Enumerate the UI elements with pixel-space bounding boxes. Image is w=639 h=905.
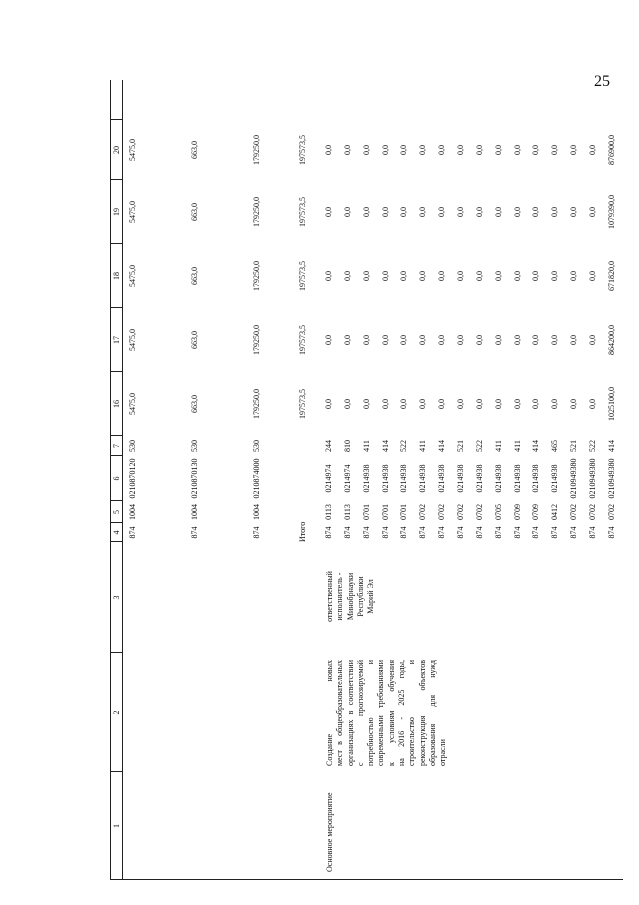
table-cell: 465 bbox=[550, 440, 559, 452]
description-line: реконструкция объектов bbox=[417, 660, 427, 766]
table-cell: 0,0 bbox=[362, 271, 371, 281]
table-cell: 0,0 bbox=[550, 207, 559, 217]
table-cell: 0,0 bbox=[418, 271, 427, 281]
table-cell: 0701 bbox=[381, 504, 390, 520]
table-cell: 414 bbox=[531, 440, 540, 452]
table-cell: 0,0 bbox=[531, 335, 540, 345]
table-cell: 0,0 bbox=[494, 207, 503, 217]
table-cell: 5475,0 bbox=[128, 201, 137, 223]
table-cell: 0412 bbox=[550, 504, 559, 520]
table-cell: 0,0 bbox=[588, 335, 597, 345]
table-cell: 0705 bbox=[494, 504, 503, 520]
table-cell: 0,0 bbox=[418, 145, 427, 155]
table-cell: 521 bbox=[569, 440, 578, 452]
table-cell: 522 bbox=[475, 440, 484, 452]
table-cell: 874 bbox=[362, 526, 371, 539]
itogo-value: 197573,5 bbox=[298, 389, 307, 419]
table-cell: 0,0 bbox=[550, 335, 559, 345]
description-line: мест в общеобразовательных bbox=[335, 660, 345, 766]
col-header-20: 20 bbox=[112, 146, 121, 154]
table-cell: 0,0 bbox=[399, 207, 408, 217]
table-cell: 874 bbox=[550, 526, 559, 539]
table-cell: 411 bbox=[513, 440, 522, 452]
table-cell: 0,0 bbox=[324, 399, 333, 409]
table-cell: 0,0 bbox=[343, 335, 352, 345]
table-cell: 0,0 bbox=[437, 207, 446, 217]
table-cell: 0,0 bbox=[418, 399, 427, 409]
description-line: строительство и bbox=[407, 660, 417, 766]
description-line: современными требованиями bbox=[376, 660, 386, 766]
table-cell: 0,0 bbox=[588, 207, 597, 217]
col-header-18: 18 bbox=[112, 272, 121, 280]
table-cell: 874 bbox=[190, 526, 199, 539]
table-cell: 874 bbox=[343, 526, 352, 539]
table-cell: 0,0 bbox=[399, 399, 408, 409]
table-cell: 1004 bbox=[128, 504, 137, 520]
table-cell: 179250,0 bbox=[252, 325, 261, 355]
description-line: на 2016 - 2025 годы, bbox=[397, 660, 407, 766]
table-cell: 0,0 bbox=[569, 207, 578, 217]
table-cell: 0210870130 bbox=[190, 458, 199, 499]
description-line: отрасли bbox=[438, 739, 448, 766]
executor-line: исполнитель - bbox=[335, 572, 345, 621]
itogo-value: 197573,5 bbox=[298, 197, 307, 227]
table-cell: 0,0 bbox=[513, 399, 522, 409]
table-cell: 414 bbox=[437, 440, 446, 452]
table-top-border bbox=[110, 80, 111, 880]
table-cell: 0,0 bbox=[381, 399, 390, 409]
table-cell: 874 bbox=[456, 526, 465, 539]
table-cell: 0,0 bbox=[362, 207, 371, 217]
table-cell: 663,0 bbox=[190, 267, 199, 285]
activity-type: Основное мероприятие bbox=[325, 792, 334, 872]
table-cell: 0,0 bbox=[475, 335, 484, 345]
table-cell: 874 bbox=[381, 526, 390, 539]
table-cell: 0,0 bbox=[324, 207, 333, 217]
table-cell: 874 bbox=[607, 526, 616, 539]
header-row-border bbox=[122, 80, 123, 880]
table-cell: 0,0 bbox=[362, 145, 371, 155]
table-cell: 0,0 bbox=[475, 399, 484, 409]
table-cell: 0210874000 bbox=[252, 458, 261, 499]
table-cell: 0702 bbox=[588, 504, 597, 520]
table-cell: 874 bbox=[494, 526, 503, 539]
table-cell: 0,0 bbox=[324, 271, 333, 281]
table-cell: 0210949380 bbox=[569, 458, 578, 499]
table-cell: 0,0 bbox=[531, 207, 540, 217]
table-cell: 0702 bbox=[569, 504, 578, 520]
table-cell: 0,0 bbox=[588, 399, 597, 409]
executor-line: Минобрнауки bbox=[345, 572, 355, 621]
table-cell: 0214938 bbox=[418, 464, 427, 493]
executor-line: ответственный bbox=[325, 571, 334, 622]
table-cell: 0,0 bbox=[456, 271, 465, 281]
rotated-table bbox=[110, 80, 623, 880]
table-cell: 0702 bbox=[418, 504, 427, 520]
table-cell: 0701 bbox=[399, 504, 408, 520]
itogo-value: 197573,5 bbox=[298, 135, 307, 165]
table-cell: 0,0 bbox=[399, 145, 408, 155]
table-cell: 0,0 bbox=[456, 207, 465, 217]
executor bbox=[325, 544, 376, 649]
table-cell: 0214938 bbox=[550, 464, 559, 493]
table-cell: 522 bbox=[399, 440, 408, 452]
page-number: 25 bbox=[594, 73, 610, 90]
table-cell: 179250,0 bbox=[252, 261, 261, 291]
table-cell: 0,0 bbox=[513, 207, 522, 217]
table-cell: 1004 bbox=[252, 504, 261, 520]
table-cell: 874 bbox=[128, 526, 137, 539]
table-cell: 0,0 bbox=[550, 271, 559, 281]
table-cell: 179250,0 bbox=[252, 197, 261, 227]
itogo-value: 197573,5 bbox=[298, 261, 307, 291]
table-cell: 0,0 bbox=[437, 271, 446, 281]
itogo-value: 197573,5 bbox=[298, 325, 307, 355]
table-cell: 0,0 bbox=[381, 335, 390, 345]
table-cell: 0702 bbox=[456, 504, 465, 520]
col-header-16: 16 bbox=[112, 400, 121, 408]
table-cell: 0214938 bbox=[513, 464, 522, 493]
table-cell: 0214938 bbox=[475, 464, 484, 493]
table-cell: 0,0 bbox=[437, 399, 446, 409]
table-cell: 0,0 bbox=[324, 145, 333, 155]
table-cell: 0,0 bbox=[513, 145, 522, 155]
table-cell: 874 bbox=[418, 526, 427, 539]
table-cell: 0702 bbox=[607, 504, 616, 520]
table-cell: 0214974 bbox=[324, 464, 333, 493]
table-cell: 0,0 bbox=[343, 145, 352, 155]
table-cell: 0,0 bbox=[569, 335, 578, 345]
table-cell: 0,0 bbox=[513, 335, 522, 345]
table-cell: 0,0 bbox=[550, 399, 559, 409]
col-header-3: 3 bbox=[112, 595, 121, 600]
table-cell: 0,0 bbox=[456, 335, 465, 345]
table-cell: 5475,0 bbox=[128, 139, 137, 161]
table-cell: 0113 bbox=[343, 504, 352, 520]
table-cell: 0701 bbox=[362, 504, 371, 520]
col-header-17: 17 bbox=[112, 336, 121, 344]
table-cell: 0,0 bbox=[362, 399, 371, 409]
table-cell: 0,0 bbox=[494, 335, 503, 345]
table-cell: 244 bbox=[324, 440, 333, 452]
description-line: к условиям обучения bbox=[386, 660, 396, 766]
table-cell: 0210949380 bbox=[588, 458, 597, 499]
table-cell: 0,0 bbox=[569, 399, 578, 409]
table-cell: 0,0 bbox=[362, 335, 371, 345]
table-cell: 0,0 bbox=[494, 271, 503, 281]
table-cell: 411 bbox=[494, 440, 503, 452]
table-cell: 874 bbox=[475, 526, 484, 539]
col-header-2: 2 bbox=[112, 710, 121, 715]
table-cell: 530 bbox=[128, 440, 137, 452]
table-cell: 0,0 bbox=[456, 145, 465, 155]
executor-line: Марий Эл bbox=[366, 579, 376, 614]
table-cell: 0,0 bbox=[531, 145, 540, 155]
table-cell: 0214938 bbox=[456, 464, 465, 493]
table-cell: 0214938 bbox=[362, 464, 371, 493]
table-cell: 0,0 bbox=[399, 271, 408, 281]
table-cell: 0113 bbox=[324, 504, 333, 520]
table-cell: 0709 bbox=[531, 504, 540, 520]
description-line: Создание новых bbox=[325, 660, 334, 766]
table-cell: 0,0 bbox=[343, 399, 352, 409]
table-cell: 0,0 bbox=[343, 207, 352, 217]
table-cell: 663,0 bbox=[190, 395, 199, 413]
table-cell: 411 bbox=[362, 440, 371, 452]
table-cell: 874 bbox=[437, 526, 446, 539]
table-cell: 0,0 bbox=[418, 335, 427, 345]
table-cell: 0702 bbox=[475, 504, 484, 520]
table-cell: 0,0 bbox=[475, 145, 484, 155]
description-line: образования для нужд bbox=[427, 660, 437, 766]
table-cell: 530 bbox=[190, 440, 199, 452]
description-line: организациях в соответствии bbox=[345, 660, 355, 766]
table-cell: 179250,0 bbox=[252, 135, 261, 165]
table-cell: 411 bbox=[418, 440, 427, 452]
table-cell: 0,0 bbox=[531, 271, 540, 281]
table-cell: 663,0 bbox=[190, 141, 199, 159]
table-cell: 0,0 bbox=[343, 271, 352, 281]
table-cell: 874 bbox=[513, 526, 522, 539]
table-cell: 521 bbox=[456, 440, 465, 452]
table-cell: 0,0 bbox=[513, 271, 522, 281]
table-cell: 5475,0 bbox=[128, 393, 137, 415]
table-cell: 864200,0 bbox=[607, 325, 616, 355]
table-cell: 0,0 bbox=[588, 271, 597, 281]
table-cell: 414 bbox=[607, 440, 616, 452]
table-cell: 0,0 bbox=[381, 271, 390, 281]
table-cell: 179250,0 bbox=[252, 389, 261, 419]
table-cell: 0210949380 bbox=[607, 458, 616, 499]
table-cell: 5475,0 bbox=[128, 265, 137, 287]
table-cell: 530 bbox=[252, 440, 261, 452]
table-cell: 0,0 bbox=[456, 399, 465, 409]
table-cell: 874 bbox=[324, 526, 333, 539]
table-cell: 0,0 bbox=[475, 207, 484, 217]
table-cell: 522 bbox=[588, 440, 597, 452]
description-line: с прогнозируемой bbox=[355, 660, 365, 766]
executor-line: Республики bbox=[355, 576, 365, 617]
table-cell: 0214938 bbox=[437, 464, 446, 493]
table-cell: 1025100,0 bbox=[607, 387, 616, 421]
table-cell: 0,0 bbox=[418, 207, 427, 217]
table-cell: 0,0 bbox=[381, 145, 390, 155]
table-cell: 874 bbox=[588, 526, 597, 539]
table-cell: 671820,0 bbox=[607, 261, 616, 291]
table-cell: 0214938 bbox=[381, 464, 390, 493]
table-cell: 0214938 bbox=[531, 464, 540, 493]
col-header-7: 7 bbox=[112, 444, 121, 448]
table-cell: 810 bbox=[343, 440, 352, 452]
col-header-4: 4 bbox=[112, 530, 121, 535]
table-cell: 0,0 bbox=[550, 145, 559, 155]
table-cell: 663,0 bbox=[190, 203, 199, 221]
table-cell: 0214938 bbox=[494, 464, 503, 493]
table-cell: 0,0 bbox=[569, 145, 578, 155]
table-cell: 0,0 bbox=[475, 271, 484, 281]
table-cell: 0214974 bbox=[343, 464, 352, 493]
table-cell: 0,0 bbox=[531, 399, 540, 409]
table-cell: 1079390,0 bbox=[607, 195, 616, 229]
col-header-1: 1 bbox=[112, 824, 121, 828]
table-cell: 0,0 bbox=[437, 145, 446, 155]
table-cell: 0,0 bbox=[494, 399, 503, 409]
table-cell: 0,0 bbox=[588, 145, 597, 155]
table-cell: 0702 bbox=[437, 504, 446, 520]
table-cell: 0,0 bbox=[437, 335, 446, 345]
table-cell: 1004 bbox=[190, 504, 199, 520]
table-cell: 0214938 bbox=[399, 464, 408, 493]
col-header-19: 19 bbox=[112, 208, 121, 216]
col-header-6: 6 bbox=[112, 476, 121, 481]
description-line: потребностью и bbox=[366, 660, 376, 766]
table-cell: 414 bbox=[381, 440, 390, 452]
table-cell: 0,0 bbox=[381, 207, 390, 217]
itogo-label: Итого bbox=[298, 521, 307, 542]
table-cell: 663,0 bbox=[190, 331, 199, 349]
table-cell: 0709 bbox=[513, 504, 522, 520]
table-cell: 0,0 bbox=[324, 335, 333, 345]
table-cell: 874 bbox=[252, 526, 261, 539]
table-cell: 0,0 bbox=[399, 335, 408, 345]
table-cell: 0,0 bbox=[569, 271, 578, 281]
activity-description bbox=[325, 660, 449, 766]
table-cell: 874 bbox=[399, 526, 408, 539]
table-cell: 5475,0 bbox=[128, 329, 137, 351]
table-cell: 874 bbox=[531, 526, 540, 539]
table-cell: 874 bbox=[569, 526, 578, 539]
table-cell: 0,0 bbox=[494, 145, 503, 155]
col-border-left bbox=[110, 879, 623, 880]
table-cell: 0210870120 bbox=[128, 458, 137, 499]
table-cell: 876900,0 bbox=[607, 135, 616, 165]
col-header-5: 5 bbox=[112, 510, 121, 514]
